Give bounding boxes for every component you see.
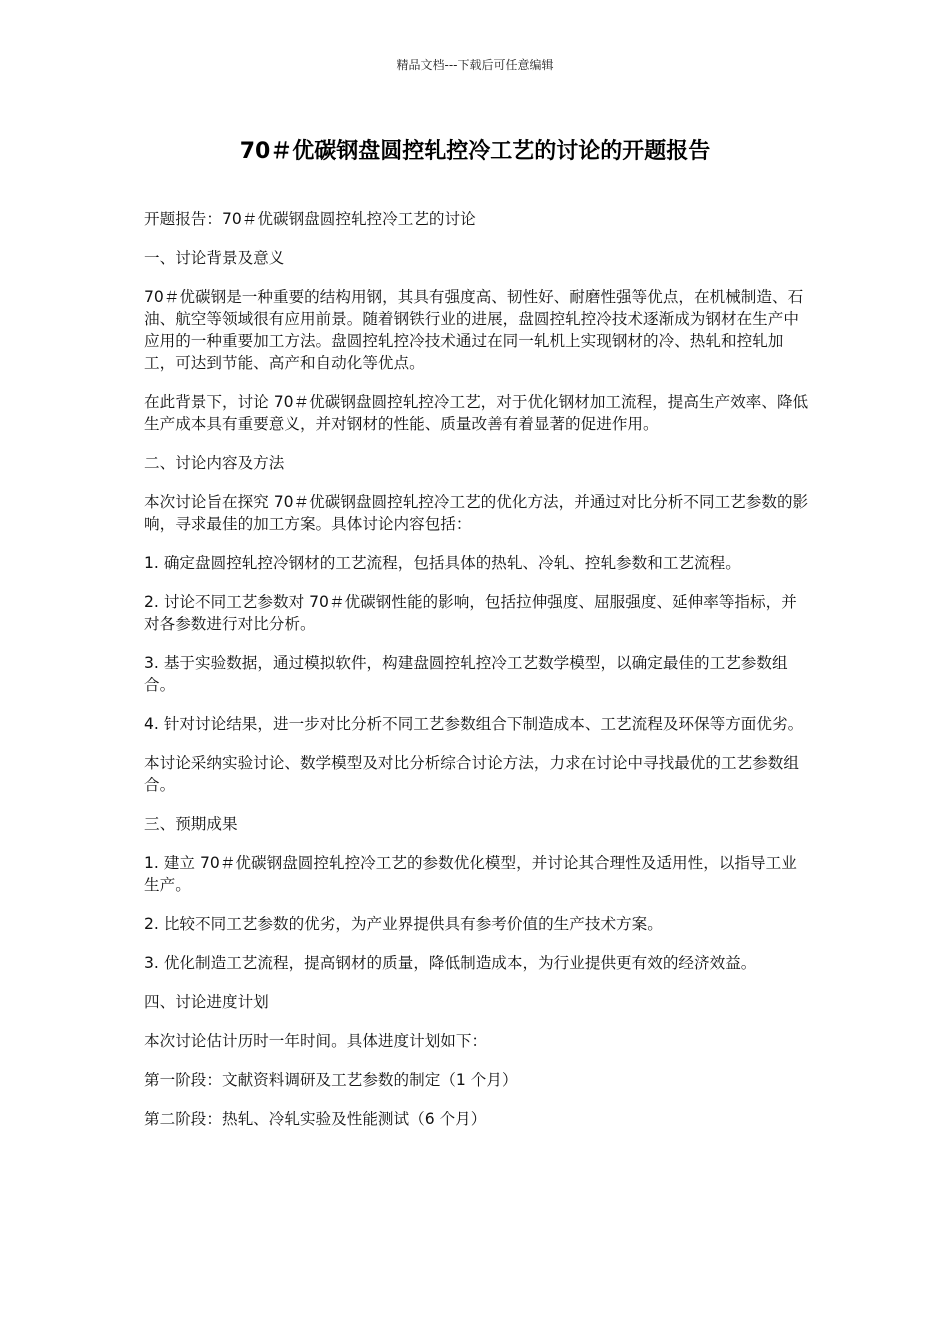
intro-line: 开题报告：70＃优碳钢盘圆控轧控冷工艺的讨论	[144, 210, 476, 228]
schedule-item: 第二阶段：热轧、冷轧实验及性能测试（6 个月）	[144, 1110, 487, 1128]
paragraph: 在此背景下，讨论 70＃优碳钢盘圆控轧控冷工艺，对于优化钢材加工流程，提高生产效率、降低生产成本具有重要意义，并对钢材的性能、质量改善有着显著的促进作用。	[144, 393, 809, 433]
list-item: 4. 针对讨论结果，进一步对比分析不同工艺参数组合下制造成本、工艺流程及环保等方面优劣。	[144, 715, 804, 733]
document-title: 70＃优碳钢盘圆控轧控冷工艺的讨论的开题报告	[239, 139, 711, 164]
list-item: 2. 讨论不同工艺参数对 70＃优碳钢性能的影响，包括拉伸强度、屈服强度、延伸率等指标，并对各参数进行对比分析。	[144, 593, 797, 633]
section-heading-content-method: 二、讨论内容及方法	[144, 454, 285, 472]
list-item: 1. 建立 70＃优碳钢盘圆控轧控冷工艺的参数优化模型，并讨论其合理性及适用性，以指导工业生产。	[144, 854, 797, 894]
document-body	[144, 208, 810, 1147]
list-item: 3. 基于实验数据，通过模拟软件，构建盘圆控轧控冷工艺数学模型，以确定最佳的工艺参数组合。	[144, 654, 788, 694]
schedule-item: 第一阶段：文献资料调研及工艺参数的制定（1 个月）	[144, 1071, 518, 1089]
section-heading-schedule: 四、讨论进度计划	[144, 993, 269, 1011]
paragraph: 本讨论采纳实验讨论、数学模型及对比分析综合讨论方法，力求在讨论中寻找最优的工艺参数组合。	[144, 754, 799, 794]
paragraph: 本次讨论旨在探究 70＃优碳钢盘圆控轧控冷工艺的优化方法，并通过对比分析不同工艺参数的影响，寻求最佳的加工方案。具体讨论内容包括：	[144, 493, 809, 533]
section-heading-background: 一、讨论背景及意义	[144, 249, 285, 267]
section-heading-expected-results: 三、预期成果	[144, 815, 238, 833]
list-item: 2. 比较不同工艺参数的优劣，为产业界提供具有参考价值的生产技术方案。	[144, 915, 663, 933]
paragraph: 本次讨论估计历时一年时间。具体进度计划如下：	[144, 1032, 488, 1050]
list-item: 1. 确定盘圆控轧控冷钢材的工艺流程，包括具体的热轧、冷轧、控轧参数和工艺流程。	[144, 554, 741, 572]
header-watermark: 精品文档---下载后可任意编辑	[396, 58, 554, 72]
list-item: 3. 优化制造工艺流程，提高钢材的质量，降低制造成本，为行业提供更有效的经济效益。	[144, 954, 757, 972]
paragraph: 70＃优碳钢是一种重要的结构用钢，其具有强度高、韧性好、耐磨性强等优点，在机械制造、石油、航空等领域很有应用前景。随着钢铁行业的进展，盘圆控轧控冷技术逐渐成为钢材在生产中应用的一种重要加工方法。盘圆控轧控冷技术通过在同一轧机上实现钢材的冷、热轧和控轧加工，可达到节能、高产和自动化等优点。	[144, 288, 804, 372]
